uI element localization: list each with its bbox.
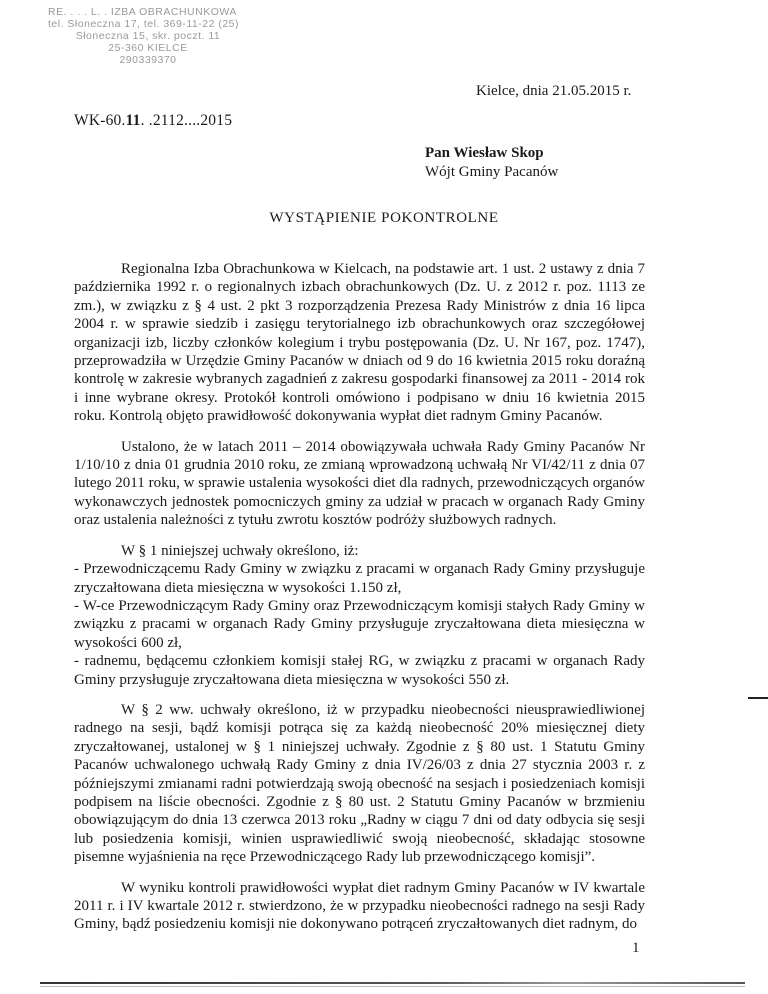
reference-prefix: WK-60. bbox=[74, 112, 126, 129]
list-item: - W-ce Przewodniczącym Rady Gminy oraz Przewodniczącym komisji stałych Rady Gminy w związku z pracami w organach Rady Gminy przysługuje zryczałtowana dieta miesięczna w wysokości 600 zł, bbox=[74, 597, 645, 651]
reference-number bbox=[74, 112, 232, 130]
bottom-rule-thin bbox=[40, 986, 745, 987]
stamp-line: Słoneczna 15, skr. poczt. 11 bbox=[75, 30, 221, 42]
body-paragraph: Regionalna Izba Obrachunkowa w Kielcach, na podstawie art. 1 ust. 2 ustawy z dnia 7 października 1992 r. o regionalnych izbach obrachunkowych (Dz. U. z 2012 r. poz. 1113 ze zm.), w związku z § 4 ust. 2 pkt 3 rozporządzenia Prezesa Rady Ministrów z dnia 16 lipca 2004 r. w sprawie siedzib i zasięgu terytorialnego izb obrachunkowych oraz szczegółowej organizacji izb, liczby członków kolegium i trybu postępowania (Dz. U. Nr 167, poz. 1747), przeprowadziła w Urzędzie Gminy Pacanów w dniach od 9 do 16 kwietnia 2015 roku doraźną kontrolę w zakresie wybranych zagadnień z zakresu gospodarki finansowej za 2011 - 2014 rok i inne wybrane okresy. Protokół kontroli omówiono i podpisano w dniu 16 kwietnia 2015 roku. Kontrolą objęto prawidłowość dokonywania wypłat diet radnym Gminy Pacanów. bbox=[74, 261, 645, 425]
body-paragraph-list bbox=[74, 542, 645, 689]
addressee-role: Wójt Gminy Pacanów bbox=[425, 164, 559, 180]
stamp-line: RE. . . . L. . IZBA OBRACHUNKOWA bbox=[48, 6, 237, 18]
stamp-line: 290339370 bbox=[119, 54, 177, 66]
document-date: Kielce, dnia 21.05.2015 r. bbox=[476, 83, 632, 99]
document-title: WYSTĄPIENIE POKONTROLNE bbox=[269, 210, 499, 226]
institution-stamp bbox=[48, 6, 248, 66]
addressee-name: Pan Wiesław Skop bbox=[425, 145, 544, 161]
reference-code: 11 bbox=[125, 112, 141, 129]
margin-mark bbox=[748, 697, 768, 699]
list-item: - Przewodniczącemu Rady Gminy w związku z pracami w organach Rady Gminy przysługuje zryczałtowana dieta miesięczna w wysokości 1.150 zł, bbox=[74, 561, 645, 596]
body-paragraph: W § 2 ww. uchwały określono, iż w przypadku nieobecności nieusprawiedliwionej radnego na sesji, bądź komisji potrąca się za każdą nieobecność 20% miesięcznej diety zryczałtowanej, ustalonej w § 1 niniejszej uchwały. Zgodnie z § 80 ust. 1 Statutu Gminy Pacanów uchwalonego uchwałą Rady Gminy z dnia IV/26/03 z dnia 27 stycznia 2003 r. z późniejszymi zmianami radni potwierdzają swoją obecność na sesjach i posiedzeniach komisji podpisem na liście obecności. Zgodnie z § 80 ust. 2 Statutu Gminy Pacanów w brzmieniu obowiązującym do dnia 13 czerwca 2013 roku „Radny w ciągu 7 dni od daty odbycia się sesji lub posiedzenia komisji, winien usprawiedliwić swoją nieobecność, składając stosowne pisemne wyjaśnienia na ręce Przewodniczącego Rady lub przewodniczącego komisji”. bbox=[74, 701, 645, 866]
body-paragraph: W wyniku kontroli prawidłowości wypłat diet radnym Gminy Pacanów w IV kwartale 2011 r. i IV kwartale 2012 r. stwierdzono, że w przypadku nieobecności radnego na sesji Rady Gminy, bądź posiedzeniu komisji nie dokonywano potrąceń zryczałtowanych diet radnym, do bbox=[74, 879, 645, 933]
addressee-block bbox=[425, 144, 558, 182]
stamp-line: 25-360 KIELCE bbox=[108, 42, 188, 54]
list-item: - radnemu, będącemu członkiem komisji stałej RG, w związku z pracami w organach Rady Gminy przysługuje zryczałtowana dieta miesięczna w wysokości 550 zł. bbox=[74, 653, 645, 688]
stamp-line: tel. Słoneczna 17, tel. 369-11-22 (25) bbox=[48, 18, 239, 30]
bottom-rule bbox=[40, 982, 745, 984]
list-intro: W § 1 niniejszej uchwały określono, iż: bbox=[121, 542, 359, 559]
page-number: 1 bbox=[632, 940, 640, 956]
document-body bbox=[74, 260, 645, 934]
reference-suffix: . .2112....2015 bbox=[140, 112, 233, 129]
body-paragraph: Ustalono, że w latach 2011 – 2014 obowiązywała uchwała Rady Gminy Pacanów Nr 1/10/10 z dnia 01 grudnia 2010 roku, ze zmianą wprowadzoną uchwałą Nr VI/42/11 z dnia 07 lutego 2011 roku, w sprawie ustalenia wysokości diet dla radnych, przewodniczących organów wykonawczych jednostek pomocniczych gminy za udział w pracach w organach Rady Gminy oraz ustalenia należności z tytułu zwrotu kosztów podróży służbowych radnych. bbox=[74, 438, 645, 529]
